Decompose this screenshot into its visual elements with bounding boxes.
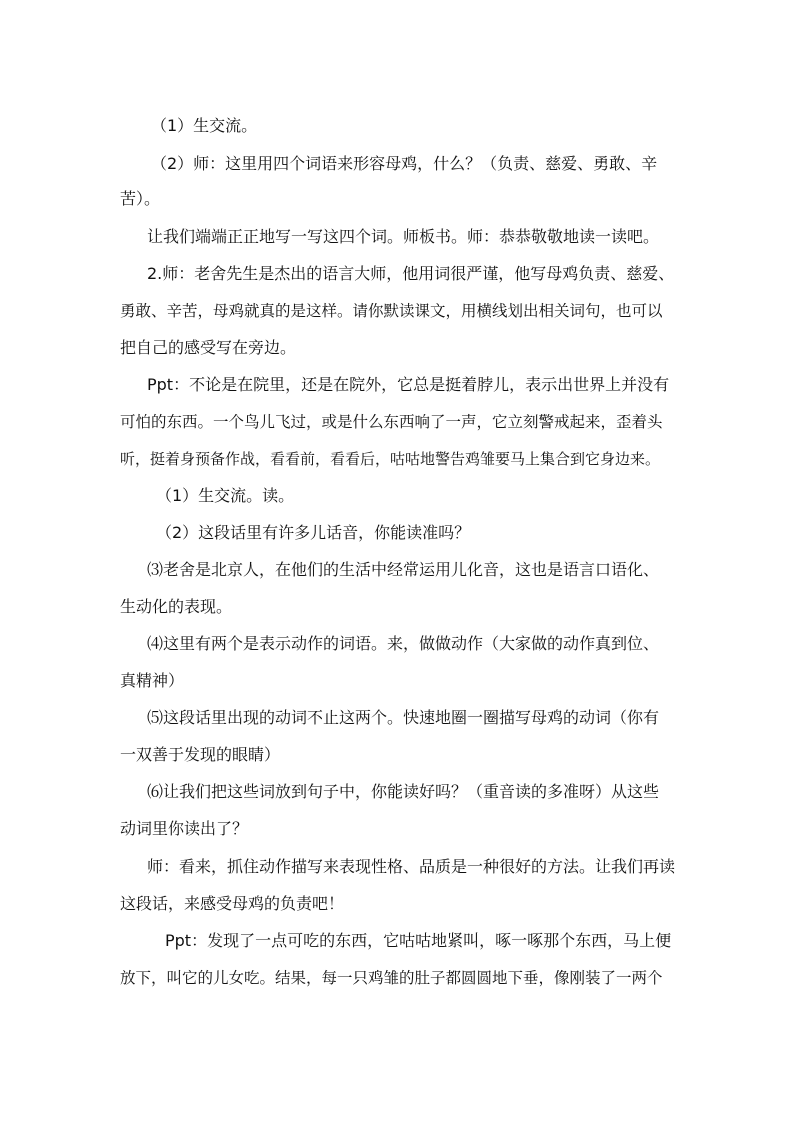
- text-line: 这段话，来感受母鸡的负责吧！: [120, 894, 345, 913]
- text-line: （2）师：这里用四个词语来形容母鸡，什么？（负责、慈爱、勇敢、辛: [151, 154, 658, 173]
- text-line: 2.师：老舍先生是杰出的语言大师，他用词很严谨，他写母鸡负责、慈爱、: [147, 264, 675, 283]
- text-line: 动词里你读出了？: [120, 819, 249, 838]
- text-line: 把自己的感受写在旁边。: [120, 338, 297, 357]
- text-line: 师：看来，抓住动作描写来表现性格、品质是一种很好的方法。让我们再读: [147, 857, 676, 876]
- text-line: （1）生交流。读。: [156, 486, 295, 505]
- text-line: 真精神）: [120, 671, 185, 690]
- text-line: ⑷这里有两个是表示动作的词语。来，做做动作（大家做的动作真到位、: [147, 634, 660, 653]
- text-line: ⑸这段话里出现的动词不止这两个。快速地圈一圈描写母鸡的动词（你有: [147, 708, 660, 727]
- text-line: Ppt：不论是在院里，还是在院外，它总是挺着脖儿，表示出世界上并没有: [147, 375, 670, 394]
- text-line: （2）这段话里有许多儿话音，你能读准吗？: [156, 523, 471, 542]
- text-line: 可怕的东西。一个鸟儿飞过，或是什么东西响了一声，它立刻警戒起来，歪着头: [120, 413, 663, 431]
- text-line: Ppt：发现了一点可吃的东西，它咕咕地紧叫，啄一啄那个东西，马上便: [165, 931, 672, 950]
- text-line: 让我们端端正正地写一写这四个词。师板书。师：恭恭敬敬地读一读吧。: [147, 227, 660, 246]
- text-line: 放下，叫它的儿女吃。结果，每一只鸡雏的肚子都圆圆地下垂，像刚装了一两个: [120, 969, 663, 987]
- text-line: 听，挺着身预备作战，看看前，看看后，咕咕地警告鸡雏要马上集合到它身边来。: [120, 450, 661, 468]
- text-line: ⑹让我们把这些词放到句子中，你能读好吗？（重音读的多准呀）从这些: [147, 782, 660, 801]
- text-line: 一双善于发现的眼睛）: [120, 745, 281, 764]
- text-line: 生动化的表现。: [120, 597, 233, 616]
- text-line: ⑶老舍是北京人，在他们的生活中经常运用儿化音，这也是语言口语化、: [147, 560, 660, 579]
- text-line: （1）生交流。: [151, 116, 258, 135]
- text-line: 勇敢、辛苦，母鸡就真的是这样。请你默读课文，用横线划出相关词句，也可以: [120, 302, 663, 320]
- text-line: 苦）。: [120, 189, 161, 208]
